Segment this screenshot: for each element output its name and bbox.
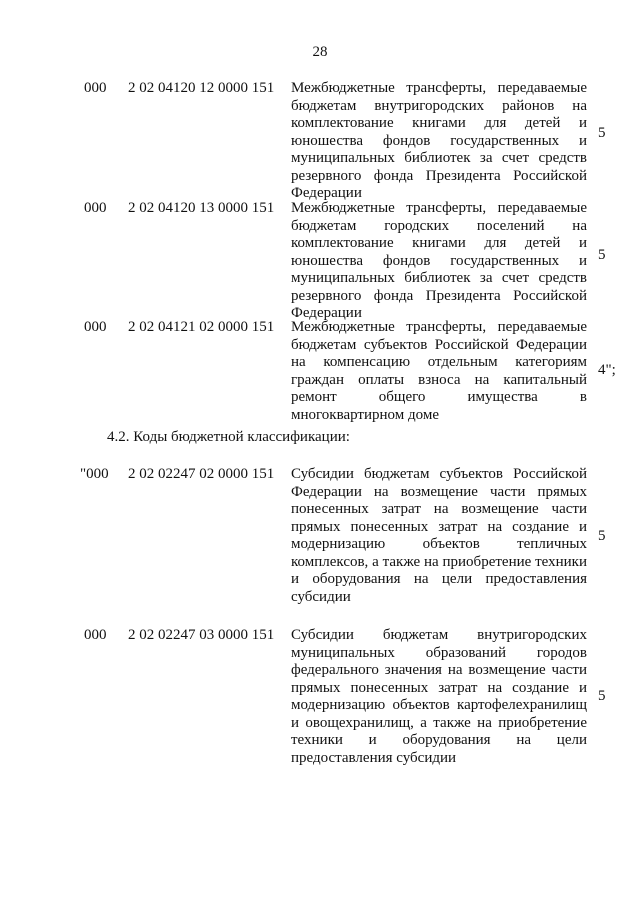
row-4-value: 5 [598, 528, 606, 544]
row-5-code-kbk: 2 02 02247 03 0000 151 [128, 627, 275, 643]
section-heading: 4.2. Коды бюджетной классификации: [107, 429, 350, 445]
row-2-description: Межбюджетные трансферты, передаваемые бюджетам городских поселений на комплектование книгами для детей и юношества фондов государственных и муниципальных библиотек за счет средств резервного фонда Президента Российской Федерации [291, 200, 587, 321]
row-3-description: Межбюджетные трансферты, передаваемые бюджетам субъектов Российской Федерации на компенсацию отдельным категориям граждан оплаты взноса на капитальный ремонт общего имущества в многоквартирном доме [291, 319, 587, 423]
row-5-description: Субсидии бюджетам внутригородских муниципальных образований городов федерального значения на возмещение части прямых понесенных затрат на создание и модернизацию объектов картофелехранилищ и овощехранилищ, а также на приобретение техники и оборудования на цели предоставления субсидии [291, 627, 587, 766]
row-3-code-admin: 000 [84, 319, 107, 335]
row-1-code-kbk: 2 02 04120 12 0000 151 [128, 80, 275, 96]
row-3-code-kbk: 2 02 04121 02 0000 151 [128, 319, 275, 335]
row-2-code-admin: 000 [84, 200, 107, 216]
row-5-code-admin: 000 [84, 627, 107, 643]
row-4-code-admin: "000 [80, 466, 109, 482]
row-2-value: 5 [598, 247, 606, 263]
row-1-code-admin: 000 [84, 80, 107, 96]
row-4-code-kbk: 2 02 02247 02 0000 151 [128, 466, 275, 482]
row-1-value: 5 [598, 125, 606, 141]
row-3-value: 4"; [598, 362, 616, 378]
row-1-description: Межбюджетные трансферты, передаваемые бюджетам внутригородских районов на комплектование книгами для детей и юношества фондов государственных и муниципальных библиотек за счет средств резервного фонда Президента Российской Федерации [291, 80, 587, 201]
page-number: 28 [312, 44, 328, 60]
row-4-description: Субсидии бюджетам субъектов Российской Федерации на возмещение части прямых понесенных затрат на возмещение части прямых понесенных затрат на создание и модернизацию объектов тепличных комплексов, а также на приобретение техники и оборудования на цели предоставления субсидии [291, 466, 587, 605]
row-2-code-kbk: 2 02 04120 13 0000 151 [128, 200, 275, 216]
row-5-value: 5 [598, 688, 606, 704]
